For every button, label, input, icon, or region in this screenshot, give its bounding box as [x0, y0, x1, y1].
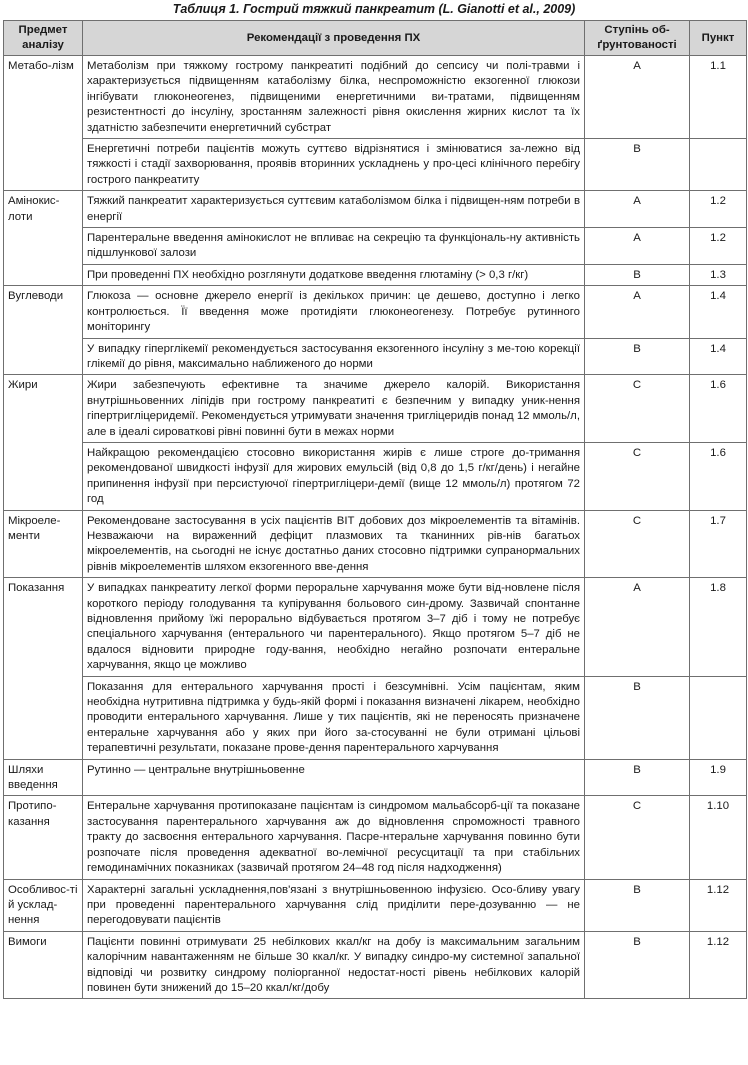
table-caption: Таблиця 1. Гострий тяжкий панкреатит (L. Gianotti et al., 2009)	[172, 2, 576, 16]
subject-cell: Метабо-лізм	[4, 56, 83, 191]
grade-cell: A	[585, 191, 690, 228]
subject-cell: Шляхи введення	[4, 759, 83, 796]
table-row	[4, 442, 747, 510]
recommendation-cell: Тяжкий панкреатит характеризується суттєвим катаболізмом білка і підвищен-ням потреби в енергії	[83, 191, 585, 228]
subject-cell: Жири	[4, 375, 83, 510]
table-row	[4, 264, 747, 285]
recommendation-cell: Пацієнти повинні отримувати 25 небілкових ккал/кг на добу із максимальним загальним калорічним навантаженням не більше 30 ккал/кг. У випадку синдро-му системної запальної відповіді чи розвитку синдрому поліорганної недостат-ності рівень небілкових калорій повинен бути знижений до 15–20 ккал/кг/добу	[83, 931, 585, 999]
point-cell: 1.4	[690, 286, 747, 338]
subject-cell: Мікроеле-менти	[4, 510, 83, 578]
recommendation-cell: Ентеральне харчування протипоказане пацієнтам із синдромом мальабсорб-ції та показане застосування парентерального харчування аж до відновлення спроможності травного тракту до засвоєння ентерального харчування. Пасре-нтеральне харчування повинно бути розпочате після проведення адекватної во-лемічної ресусцитації та при стабільних гемодинамічних показниках (зазвичай протягом 24–48 год після надходження)	[83, 796, 585, 879]
grade-cell: B	[585, 759, 690, 796]
point-cell: 1.6	[690, 375, 747, 443]
grade-cell: A	[585, 228, 690, 265]
table-row	[4, 879, 747, 931]
grade-cell: C	[585, 510, 690, 578]
recommendation-cell: Енергетичні потреби пацієнтів можуть суттєво відрізнятися і змінюватися за-лежно від тяжкості і стадії захворювання, проявів вторинних ускладнень у про-цесі клінічного перебігу гострого панкреатиту	[83, 139, 585, 191]
header-point: Пункт	[690, 21, 747, 56]
grade-cell: B	[585, 139, 690, 191]
table-row	[4, 286, 747, 338]
subject-cell: Показання	[4, 578, 83, 759]
table-row	[4, 338, 747, 375]
table-row	[4, 578, 747, 676]
point-cell: 1.9	[690, 759, 747, 796]
point-cell: 1.10	[690, 796, 747, 879]
recommendation-cell: Глюкоза — основне джерело енергії із декількох причин: це дешево, доступно і легко контролюється. Її введення може протидіяти глюконеогенезу. Потребує рутинного моніторингу	[83, 286, 585, 338]
subject-cell: Амінокис-лоти	[4, 191, 83, 286]
point-cell	[690, 139, 747, 191]
subject-cell: Протипо-казання	[4, 796, 83, 879]
table-row	[4, 759, 747, 796]
subject-cell: Вимоги	[4, 931, 83, 999]
point-cell	[690, 676, 747, 759]
point-cell: 1.3	[690, 264, 747, 285]
header-subject: Предмет аналізу	[4, 21, 83, 56]
grade-cell: B	[585, 264, 690, 285]
recommendation-cell: Показання для ентерального харчування прості і безсумнівні. Усім пацієнтам, яким необхідна нутритивна підтримка у будь-якій формі і показання визначені лікарем, необхідно проводити ентерального харчування. Лише у тих пацієнтів, які не переносять призначене ентеральне харчування або у яких при його за-стосуванні не були отримані цільові терапевтичні результати, показане прове-дення парентерального харчування	[83, 676, 585, 759]
point-cell: 1.8	[690, 578, 747, 676]
header-recommendation: Рекомендації з проведення ПХ	[83, 21, 585, 56]
recommendation-cell: У випадку гіперглікемії рекомендується застосування екзогенного інсуліну з ме-тою корекції глікемії до рівня, максимально наближеного до норми	[83, 338, 585, 375]
table-row	[4, 931, 747, 999]
table-row	[4, 191, 747, 228]
table-row	[4, 375, 747, 443]
recommendation-cell: Найкращою рекомендацією стосовно використання жирів є лише строге до-тримання рекомендованої швидкості інфузії для жирових емульсій (від 0,8 до 1,5 г/кг/день) і негайне припинення інфузії при персистуючої гіпертригліцери-демії (вище 12 ммоль/л) протягом 72 год	[83, 442, 585, 510]
recommendation-cell: У випадках панкреатиту легкої форми пероральне харчування може бути від-новлене після короткого періоду голодування та купірування больового син-дрому. Зазвичай спонтанне відновлення прийому їжі перорально відбувається протягом 3–7 діб і тому не потребує спеціального харчування (ентерального чи парентерального). Якщо протягом 5–7 діб не вдалося відновити природне году-вання, необхідно негайно розпочати ентеральне харчування, якщо це можливо	[83, 578, 585, 676]
point-cell: 1.12	[690, 931, 747, 999]
recommendation-cell: Метаболізм при тяжкому гострому панкреатиті подібний до сепсису чи полі-травми і характеризується підвищенням катаболізму білка, неспроможністю екзогенної глюкози інгібувати глюконеогенез, підвищеними енергетичними ви-тратами, підвищенням резистентності до інсуліну, зростанням залежності рівня окислення жирних кислот та їх здатністю забезпечити енергетичний субстрат	[83, 56, 585, 139]
grade-cell: B	[585, 879, 690, 931]
table-row	[4, 228, 747, 265]
grade-cell: A	[585, 286, 690, 338]
recommendation-cell: Характерні загальні ускладнення,пов'язані з внутрішньовенною інфузією. Осо-бливу увагу при проведенні парентерального харчування слід приділити пере-дозуванню — не перегодовувати пацієнтів	[83, 879, 585, 931]
point-cell: 1.2	[690, 228, 747, 265]
grade-cell: B	[585, 931, 690, 999]
point-cell: 1.4	[690, 338, 747, 375]
header-grade: Ступінь об-ґрунтованості	[585, 21, 690, 56]
grade-cell: B	[585, 338, 690, 375]
table-header-row	[4, 21, 747, 56]
point-cell: 1.7	[690, 510, 747, 578]
point-cell: 1.6	[690, 442, 747, 510]
grade-cell: B	[585, 676, 690, 759]
table-row	[4, 139, 747, 191]
subject-cell: Особливос-ті й усклад-нення	[4, 879, 83, 931]
grade-cell: C	[585, 375, 690, 443]
recommendation-cell: При проведенні ПХ необхідно розглянути додаткове введення глютаміну (> 0,3 г/кг)	[83, 264, 585, 285]
subject-cell: Вуглеводи	[4, 286, 83, 375]
table-row	[4, 796, 747, 879]
recommendation-cell: Рутинно — центральне внутрішньовенне	[83, 759, 585, 796]
point-cell: 1.12	[690, 879, 747, 931]
grade-cell: C	[585, 796, 690, 879]
table-row	[4, 56, 747, 139]
grade-cell: A	[585, 56, 690, 139]
recommendation-cell: Рекомендоване застосування в усіх пацієнтів ВІТ добових доз мікроелементів та вітамінів. Незважаючи на вираженний дефіцит плазмових та тканинних рів-нів багатьох мікроелементів, на сьогодні не існує достатньо даних стосовно підтримки супранормальних рівнів мікроелементів шляхом екзогенного вве-дення	[83, 510, 585, 578]
table-row	[4, 510, 747, 578]
point-cell: 1.2	[690, 191, 747, 228]
point-cell: 1.1	[690, 56, 747, 139]
table-row	[4, 676, 747, 759]
recommendation-cell: Жири забезпечують ефективне та значиме джерело калорій. Використання внутрішньовенних ліпідів при гострому панкреатиті є безпечним у випадку уник-нення гіпертригліцеридемії. Рекомендується утримувати значення тригліцеридів понад 12 ммоль/л, але в ідеалі сироваткові рівні повинні бути в межах норми	[83, 375, 585, 443]
grade-cell: C	[585, 442, 690, 510]
recommendation-cell: Парентеральне введення амінокислот не впливає на секрецію та функціональ-ну активність підшлункової залози	[83, 228, 585, 265]
nutrition-recommendations-table	[3, 20, 747, 999]
grade-cell: A	[585, 578, 690, 676]
